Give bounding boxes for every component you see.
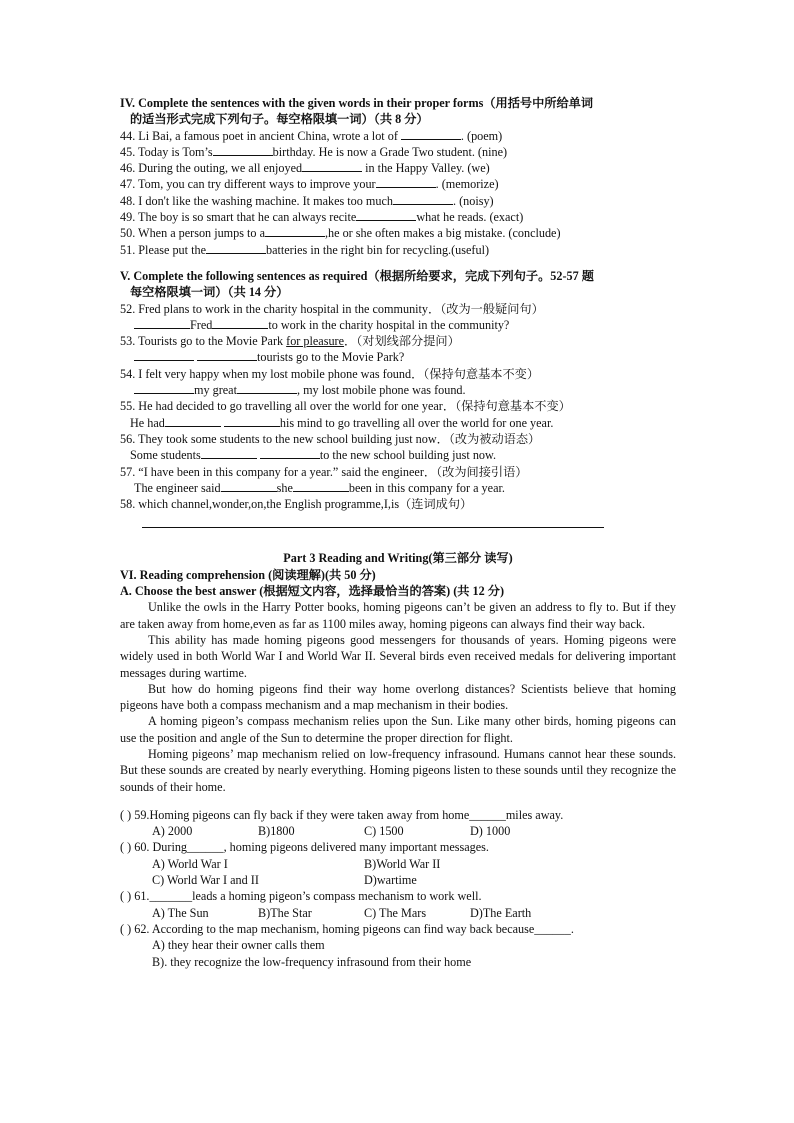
answer-option[interactable]: C) World War I and II [152, 873, 259, 888]
answer-blank[interactable] [302, 160, 362, 172]
answer-option[interactable]: C) The Mars [364, 905, 427, 920]
question-row [120, 807, 676, 823]
answer-option[interactable]: B)World War II [364, 856, 441, 871]
question-54: 54. I felt very happy when my lost mobile phone was found．（保持句意基本不变） [120, 366, 540, 381]
answer-option[interactable]: A) World War I [152, 856, 228, 871]
options-row [120, 856, 676, 872]
sentence-item: 50. When a person jumps to a ,he or she often makes a big mistake. (conclude) [120, 226, 561, 241]
sentence-item: 44. Li Bai, a famous poet in ancient China, wrote a lot of . (poem) [120, 128, 503, 143]
sentence-item: 47. Tom, you can try different ways to improve your . (memorize) [120, 177, 499, 192]
answer-blank[interactable] [224, 415, 280, 427]
answer-option[interactable]: B)1800 [258, 824, 295, 839]
answer-option[interactable]: D)The Earth [470, 905, 532, 920]
part3-title: Part 3 Reading and Writing(第三部分 读写) [283, 551, 513, 566]
answer-option[interactable]: A) 2000 [152, 824, 193, 839]
options-row [120, 823, 676, 839]
answer-blank[interactable] [356, 209, 416, 221]
answer-blank[interactable] [376, 176, 436, 188]
answer-53: tourists go to the Movie Park? [120, 349, 676, 365]
answer-option[interactable]: B). they recognize the low-frequency infrasound from their home [152, 954, 472, 969]
section-iv-items [120, 128, 676, 258]
answer-option[interactable]: D) 1000 [470, 824, 511, 839]
options-row [120, 905, 676, 921]
section-vi-subheading: A. Choose the best answer (根据短文内容，选择最恰当的答案) (共 12 分) [120, 584, 505, 599]
answer-blank[interactable] [393, 193, 453, 205]
answer-blank[interactable] [212, 317, 268, 329]
sentence-item: 49. The boy is so smart that he can always recite what he reads. (exact) [120, 210, 524, 225]
answer-blank[interactable] [265, 225, 325, 237]
answer-57: The engineer said she been in this company for a year. [134, 480, 505, 495]
answer-55: He had his mind to go travelling all over the world for one year. [130, 415, 554, 430]
answer-52: Fred to work in the charity hospital in the community? [120, 317, 676, 333]
answer-blank[interactable] [221, 480, 277, 492]
answer-blank[interactable] [401, 128, 461, 140]
underlined-phrase: for pleasure [286, 334, 345, 349]
sentence-item: 46. During the outing, we all enjoyed in the Happy Valley. (we) [120, 161, 490, 176]
question-text: 61._______leads a homing pigeon’s compass mechanism to work well. [134, 889, 482, 904]
answer-blank[interactable] [197, 349, 257, 361]
worksheet-page [120, 95, 676, 970]
options-row [120, 872, 676, 888]
question-55: 55. He had decided to go travelling all over the world for one year．（保持句意基本不变） [120, 399, 571, 414]
passage-paragraph: A homing pigeon’s compass mechanism relies upon the Sun. Like many other birds, homing pigeons can use the position and angle of the Sun to determine the proper direction for flight. [120, 714, 676, 745]
question-text: 60. During______, homing pigeons delivered many important messages. [134, 840, 489, 855]
sentence-item: 51. Please put the batteries in the right bin for recycling.(useful) [120, 242, 490, 257]
answer-blank[interactable] [237, 382, 297, 394]
answer-blank[interactable] [206, 242, 266, 254]
answer-blank[interactable] [213, 144, 273, 156]
question-row [120, 839, 676, 855]
passage-paragraph: Homing pigeons’ map mechanism relied on low-frequency infrasound. Humans cannot hear these sounds. But these sounds are created by nearly everything. Homing pigeons listen to these sounds until they recognize the sounds of their home. [120, 746, 676, 794]
answer-bracket[interactable]: ( ) [120, 807, 132, 822]
answer-bracket[interactable]: ( ) [120, 840, 132, 855]
answer-option[interactable]: C) 1500 [364, 824, 404, 839]
answer-blank[interactable] [134, 349, 194, 361]
answer-54: my great , my lost mobile phone was found. [120, 382, 676, 398]
question-58: 58. which channel,wonder,on,the English programme,I,is（连词成句） [120, 497, 473, 512]
answer-blank[interactable] [201, 447, 257, 459]
answer-56: Some students to the new school building just now. [130, 448, 497, 463]
answer-blank[interactable] [134, 317, 190, 329]
answer-blank[interactable] [134, 382, 194, 394]
answer-blank[interactable] [293, 480, 349, 492]
question-52: 52. Fred plans to work in the charity hospital in the community．（改为一般疑问句） [120, 301, 544, 316]
answer-option[interactable]: A) they hear their owner calls them [152, 938, 325, 953]
section-v-heading: V. Complete the following sentences as required（根据所给要求，完成下列句子。52-57 题 [120, 268, 594, 283]
sentence-item: 45. Today is Tom’s birthday. He is now a Grade Two student. (nine) [120, 144, 508, 159]
question-53: 53. Tourists go to the Movie Park for pleasure．（对划线部分提问） [120, 334, 460, 349]
answer-blank[interactable] [165, 415, 221, 427]
section-iv-heading-cont: 的适当形式完成下列句子。每空格限填一词）（共 8 分） [130, 112, 429, 127]
reading-passage [120, 599, 676, 795]
answer-option[interactable]: D)wartime [364, 873, 417, 888]
question-text: 62. According to the map mechanism, homing pigeons can find way back because______. [134, 921, 574, 936]
answer-option[interactable]: A) The Sun [152, 905, 209, 920]
question-row [120, 888, 676, 904]
answer-blank[interactable] [260, 447, 320, 459]
answer-option[interactable]: B)The Star [258, 905, 312, 920]
question-row [120, 921, 676, 937]
question-text: 59.Homing pigeons can fly back if they were taken away from home______miles away. [134, 807, 564, 822]
answer-bracket[interactable]: ( ) [120, 889, 132, 904]
section-iv-heading: IV. Complete the sentences with the given words in their proper forms（用括号中所给单词 [120, 96, 594, 110]
passage-paragraph: This ability has made homing pigeons good messengers for thousands of years. Homing pigeons were widely used in both World War I and World War II. Several birds even received medals for delivering important messages during wartime. [120, 632, 676, 680]
question-56: 56. They took some students to the new school building just now．（改为被动语态） [120, 431, 541, 446]
answer-bracket[interactable]: ( ) [120, 921, 132, 936]
reading-questions [120, 807, 676, 970]
section-vi-heading: VI. Reading comprehension (阅读理解)(共 50 分) [120, 567, 376, 582]
passage-paragraph: Unlike the owls in the Harry Potter books, homing pigeons can’t be given an address to fly to. But if they are taken away from home,even as far as 1100 miles away, homing pigeons can always find their way back. [120, 600, 676, 631]
sentence-item: 48. I don't like the washing machine. It makes too much . (noisy) [120, 193, 494, 208]
section-v-heading-cont: 每空格限填一词）（共 14 分） [130, 285, 289, 300]
passage-paragraph: But how do homing pigeons find their way home overlong distances? Scientists believe that homing pigeons have both a compass mechanism and a map mechanism in their bodies. [120, 681, 676, 713]
question-57: 57. “I have been in this company for a year.” said the engineer．（改为间接引语） [120, 464, 528, 479]
